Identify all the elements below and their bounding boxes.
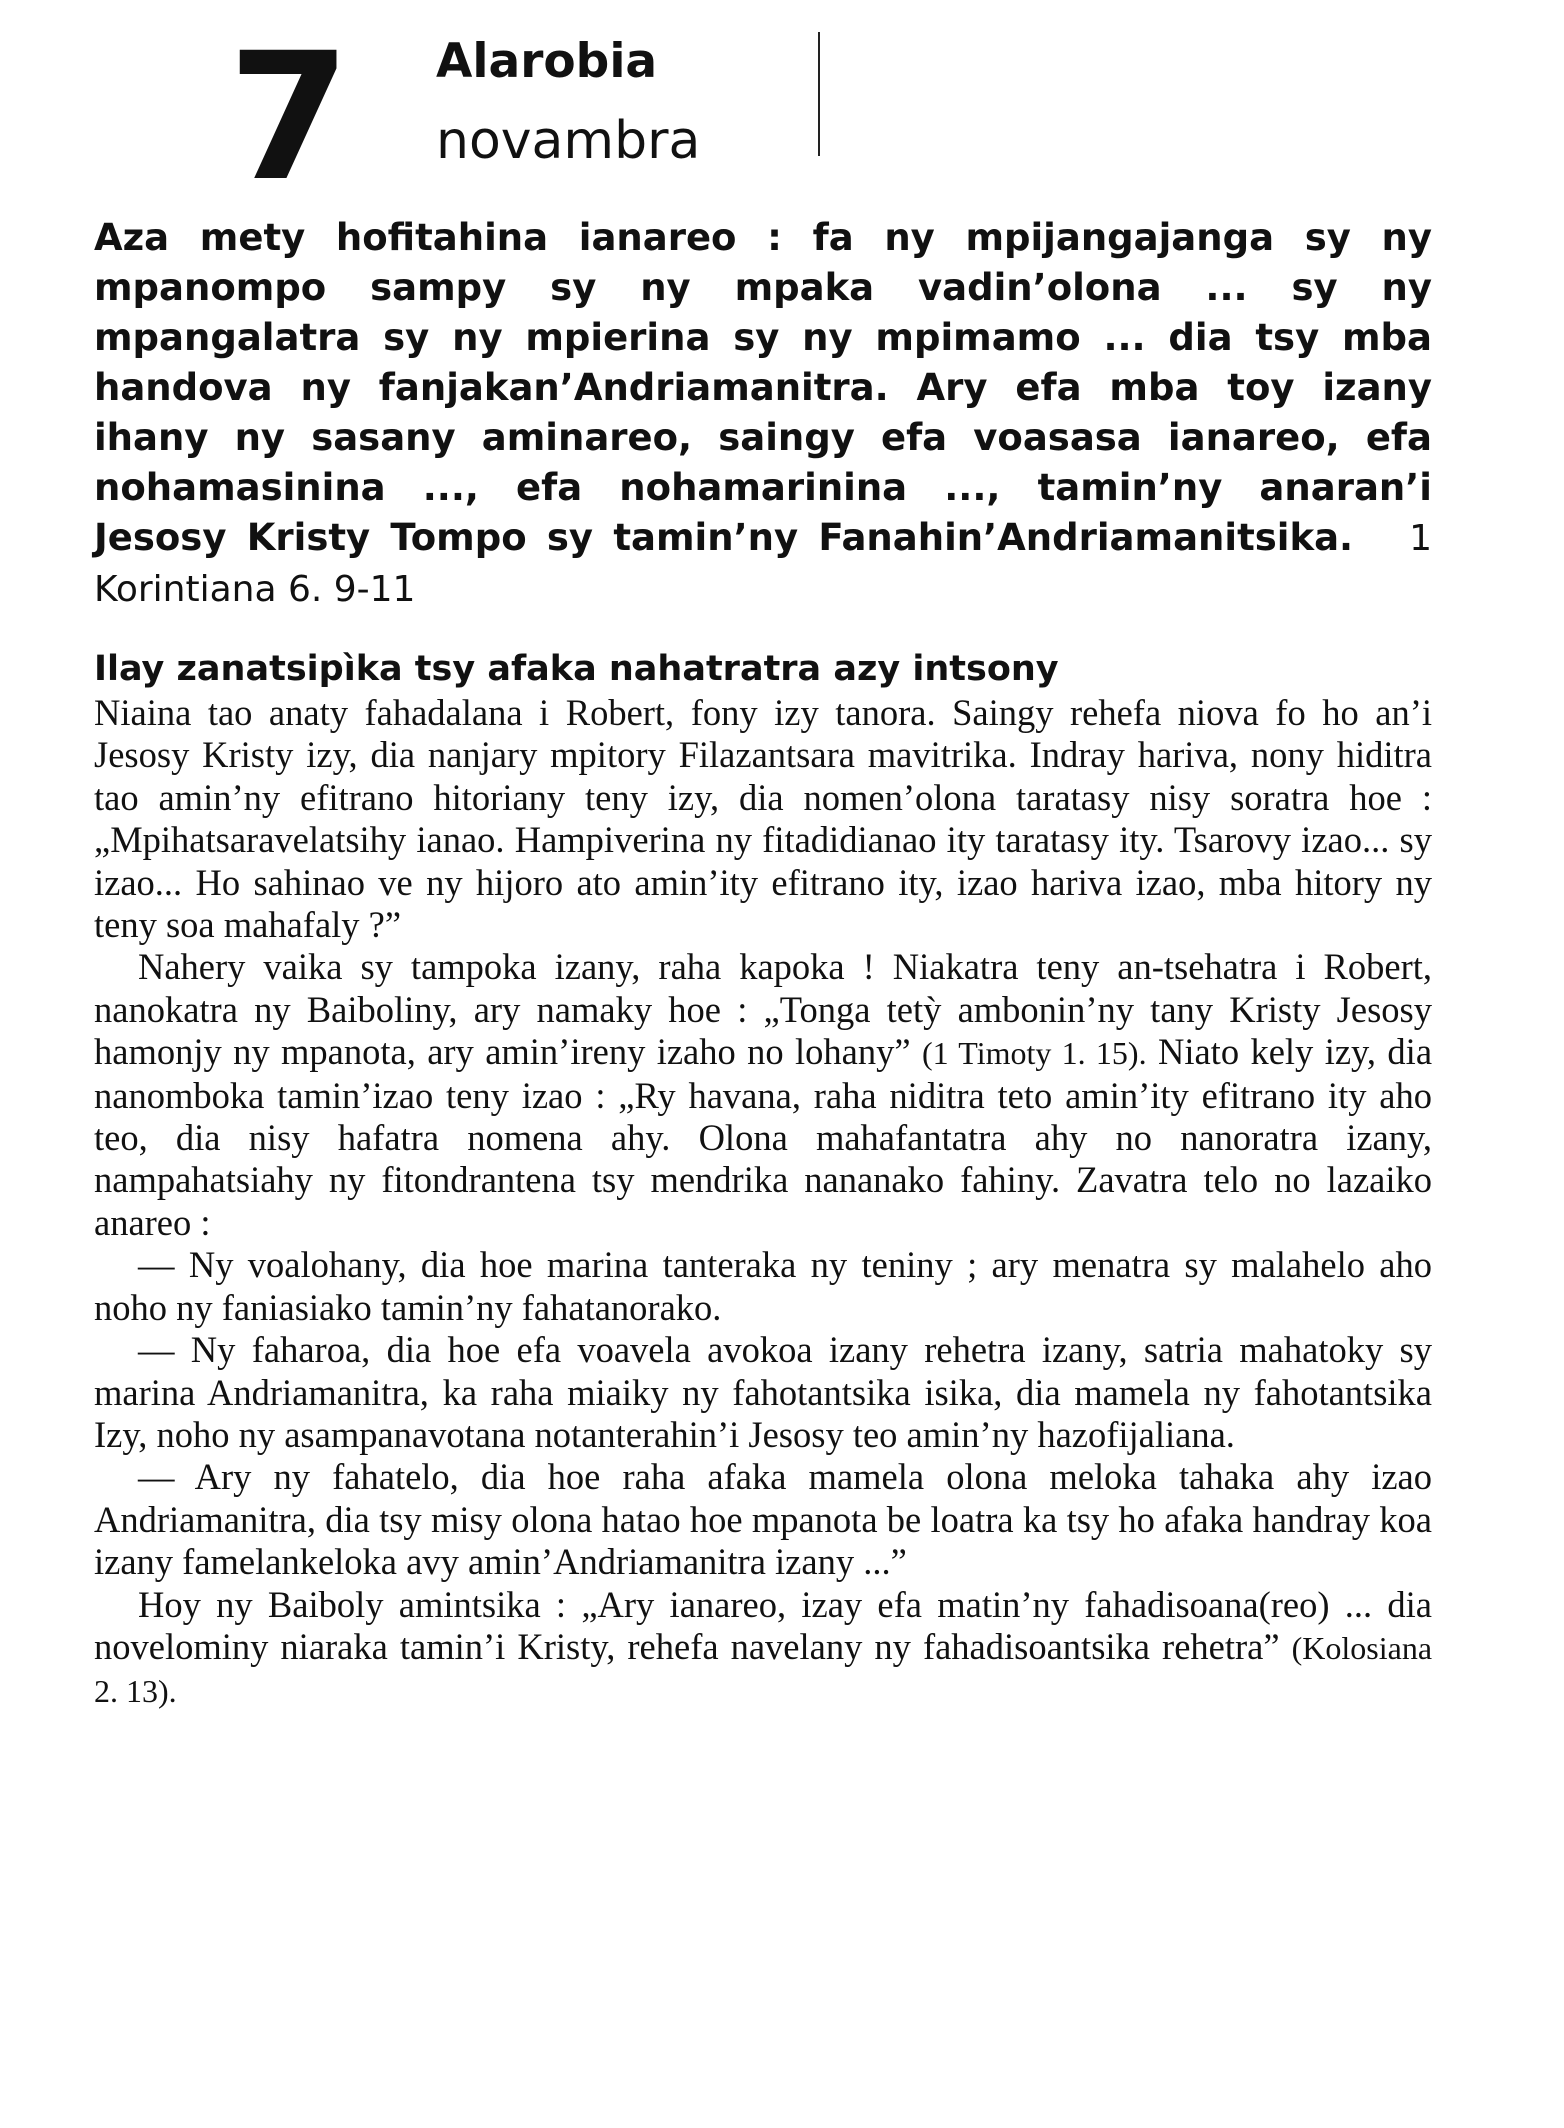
verse-reference: 1 Korintiana 6. 9-11 [94, 518, 1432, 610]
paragraph-3: — Ny voalohany, dia hoe marina tanteraka ny teniny ; ary menatra sy malahelo aho noho ny faniasiako tamin’ny fahatanorako. [94, 1244, 1432, 1328]
bible-verse [94, 213, 1432, 615]
article-body [94, 692, 1432, 1713]
paragraph-2-text-b: Niato kely izy, dia nanomboka tamin’izao teny izao : „Ry havana, raha niditra teto amin’ity efitrano ity aho teo, dia nisy hafatra nomena ahy. Olona mahafantatra ahy no nanoratra izany, nampahatsiahy ny fitondrantena tsy mendrika nananako fahiny. Zavatra telo no lazaiko anareo : [94, 1031, 1433, 1243]
header-divider [818, 32, 820, 156]
paragraph-6-reference: (Kolosiana 2. 13). [94, 1629, 1433, 1710]
paragraph-6-text: Hoy ny Baiboly amintsika : „Ary ianareo, izay efa matin’ny fahadisoana(reo) ... dia novelominy niaraka tamin’i Kristy, rehefa navelany ny fahadisoantsika rehetra” [94, 1583, 1432, 1667]
paragraph-2-reference: (1 Timoty 1. 15). [921, 1035, 1147, 1072]
paragraph-4: — Ny faharoa, dia hoe efa voavela avokoa izany rehetra izany, satria mahatoky sy marina Andriamanitra, ka raha miaiky ny fahotantsika isika, dia mamela ny fahotantsika Izy, noho ny asampanavotana notanterahin’i Jesosy teo amin’ny hazofijaliana. [94, 1329, 1432, 1455]
article-title: Ilay zanatsipìka tsy afaka nahatratra azy intsony [94, 649, 1059, 689]
paragraph-5: — Ary ny fahatelo, dia hoe raha afaka mamela olona meloka tahaka ahy izao Andriamanitra, dia tsy misy olona hatao hoe mpanota be loatra ka tsy ho afaka handray koa izany famelankeloka avy amin’Andriamanitra izany ...” [94, 1456, 1432, 1583]
paragraph-1: Niaina tao anaty fahadalana i Robert, fony izy tanora. Saingy rehefa niova fo ho an’i Jesosy Kristy izy, dia nanjary mpitory Filazantsara mavitrika. Indray hariva, nony hiditra tao amin’ny efitrano hitoriany teny izy, dia nomen’olona taratasy nisy soratra hoe : „Mpihatsaravelatsihy ianao. Hampiverina ny fitadidianao ity taratasy ity. Tsarovy izao... sy izao... Ho sahinao ve ny hijoro ato amin’ity efitrano ity, izao hariva izao, mba hitory ny teny soa mahafaly ?” [94, 692, 1432, 946]
paragraph-6 [94, 1584, 1432, 1713]
verse-text: Aza mety hofitahina ianareo : fa ny mpijangajanga sy ny mpanompo sampy sy ny mpaka vadin’olona ... sy ny mpangalatra sy ny mpierina sy ny mpimamo ... dia tsy mba handova ny fanjakan’Andriamanitra. Ary efa mba toy izany ihany ny sasany aminareo, saingy efa voasasa ianareo, efa nohamasinina ..., efa nohamarinina ..., tamin’ny anaran’i Jesosy Kristy Tompo sy tamin’ny Fanahin’Andriamanitsika. [94, 216, 1432, 559]
weekday-label: Alarobia [436, 34, 658, 89]
paragraph-2-text-a: Nahery vaika sy tampoka izany, raha kapoka ! Niakatra teny an-tsehatra i Robert, nanokatra ny Baiboliny, ary namaky hoe : „Tonga tetỳ ambonin’ny tany Kristy Jesosy hamonjy ny mpanota, ary amin’ireny izaho no lohany” [94, 946, 1432, 1073]
month-label: novambra [436, 111, 701, 171]
day-number: 7 [228, 15, 347, 220]
paragraph-2 [94, 946, 1432, 1244]
